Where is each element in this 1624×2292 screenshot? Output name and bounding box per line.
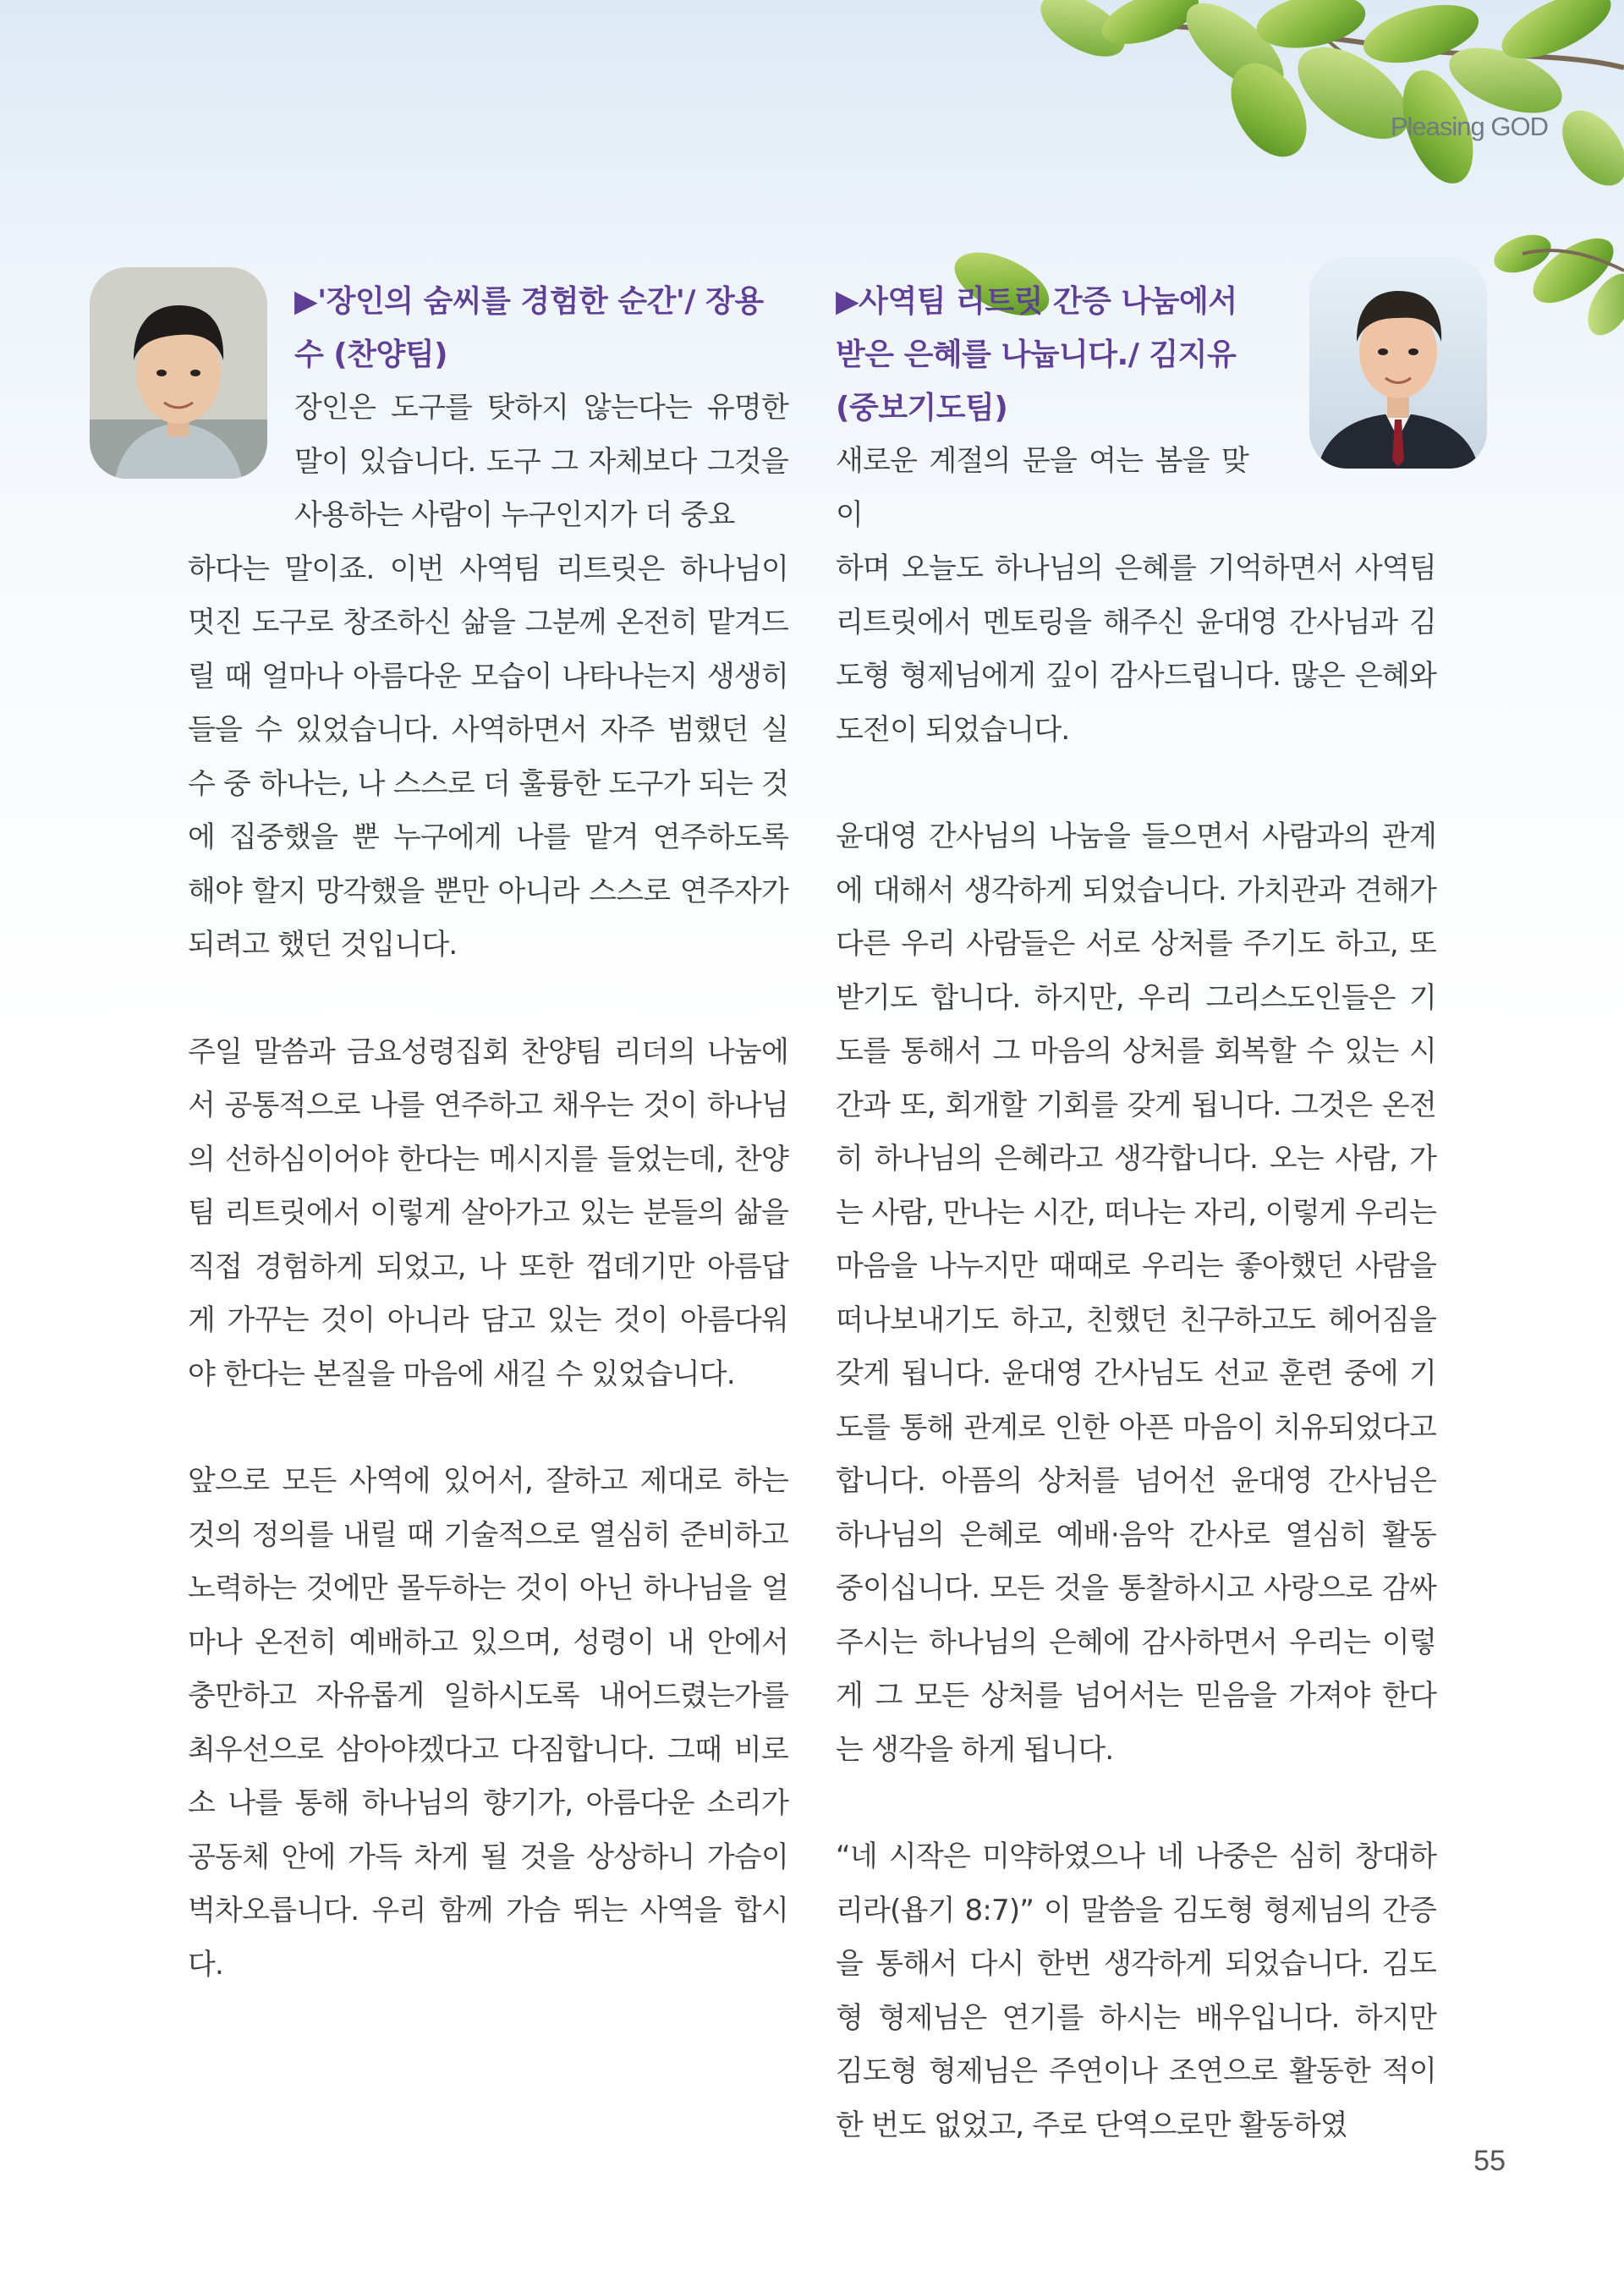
page-number: 55 <box>1473 2145 1506 2177</box>
left-article <box>188 275 788 2045</box>
article-paragraph: 새로운 계절의 문을 여는 봄을 맞이 <box>836 444 1248 532</box>
article-paragraph: 앞으로 모든 사역에 있어서, 잘하고 제대로 하는 것의 정의를 내릴 때 기술적으로 열심히 준비하고 노력하는 것에만 몰두하는 것이 아닌 하나님을 얼마나 온전히 예배하고 있으며, 성령이 내 안에서 충만하고 자유롭게 일하시도록 내어드렸는가를 최우선으로 삼아야겠다고 다짐합니다. 그때 비로소 나를 통해 하나님의 향기가, 아름다운 소리가 공동체 안에 가득 차게 될 것을 상상하니 가슴이 벅차오릅니다. 우리 함께 가슴 뛰는 사역을 합시다. <box>188 1464 788 1982</box>
article-paragraph: 하다는 말이죠. 이번 사역팀 리트릿은 하나님이 멋진 도구로 창조하신 삶을 그분께 온전히 맡겨드릴 때 얼마나 아름다운 모습이 나타나는지 생생히 들을 수 있었습니다. 사역하면서 자주 범했던 실수 중 하나는, 나 스스로 더 훌륭한 도구가 되는 것에 집중했을 뿐 누구에게 나를 맡겨 연주하도록 해야 할지 망각했을 뿐만 아니라 스스로 연주자가 되려고 했던 것입니다. <box>188 551 788 962</box>
article-paragraph: 하며 오늘도 하나님의 은혜를 기억하면서 사역팀 리트릿에서 멘토링을 해주신 윤대영 간사님과 김도형 형제님에게 깊이 감사드립니다. 많은 은혜와 도전이 되었습니다. <box>836 551 1436 747</box>
article-paragraph: 주일 말씀과 금요성령집회 찬양팀 리더의 나눔에서 공통적으로 나를 연주하고 채우는 것이 하나님의 선하심이어야 한다는 메시지를 들었는데, 찬양팀 리트릿에서 이렇게 살아가고 있는 분들의 삶을 직접 경험하게 되었고, 나 또한 껍데기만 아름답게 가꾸는 것이 아니라 담고 있는 것이 아름다워야 한다는 본질을 마음에 새길 수 있었습니다. <box>188 1034 788 1391</box>
article-paragraph: 윤대영 간사님의 나눔을 들으면서 사람과의 관계에 대해서 생각하게 되었습니다. 가치관과 견해가 다른 우리 사람들은 서로 상처를 주기도 하고, 또 받기도 합니다. 하지만, 우리 그리스도인들은 기도를 통해서 그 마음의 상처를 회복할 수 있는 시간과 또, 회개할 기회를 갖게 됩니다. 그것은 온전히 하나님의 은혜라고 생각합니다. 오는 사람, 가는 사람, 만나는 시간, 떠나는 자리, 이렇게 우리는 마음을 나누지만 때때로 우리는 좋아했던 사람을 떠나보내기도 하고, 친했던 친구하고도 헤어짐을 갖게 됩니다. 윤대영 간사님도 선교 훈련 중에 기도를 통해 관계로 인한 아픈 마음이 치유되었다고 합니다. 아픔의 상처를 넘어선 윤대영 간사님은 하나님의 은혜로 예배·음악 간사로 열심히 활동 중이십니다. 모든 것을 통찰하시고 사랑으로 감싸주시는 하나님의 은혜에 감사하면서 우리는 이렇게 그 모든 상처를 넘어서는 믿음을 가져야 한다는 생각을 하게 됩니다. <box>836 820 1436 1767</box>
article-paragraph: 장인은 도구를 탓하지 않는다는 유명한 말이 있습니다. 도구 그 자체보다 그것을 사용하는 사람이 누구인지가 더 중요 <box>294 391 788 532</box>
right-article <box>836 275 1436 2206</box>
section-label: Pleasing GOD <box>1390 112 1548 141</box>
article-paragraph: “네 시작은 미약하였으나 네 나중은 심히 창대하리라(욥기 8:7)” 이 말씀을 김도형 형제님의 간증을 통해서 다시 한번 생각하게 되었습니다. 김도형 형제님은 연기를 하시는 배우입니다. 하지만 김도형 형제님은 주연이나 조연으로 활동한 적이 한 번도 없었고, 주로 단역으로만 활동하였 <box>836 1840 1436 2142</box>
article-heading: ▶사역팀 리트릿 간증 나눔에서 받은 은혜를 나눕니다./ 김지유(중보기도팀) <box>836 284 1237 425</box>
article-heading: ▶'장인의 숨씨를 경험한 순간'/ 장용수 (찬양팀) <box>294 284 764 372</box>
